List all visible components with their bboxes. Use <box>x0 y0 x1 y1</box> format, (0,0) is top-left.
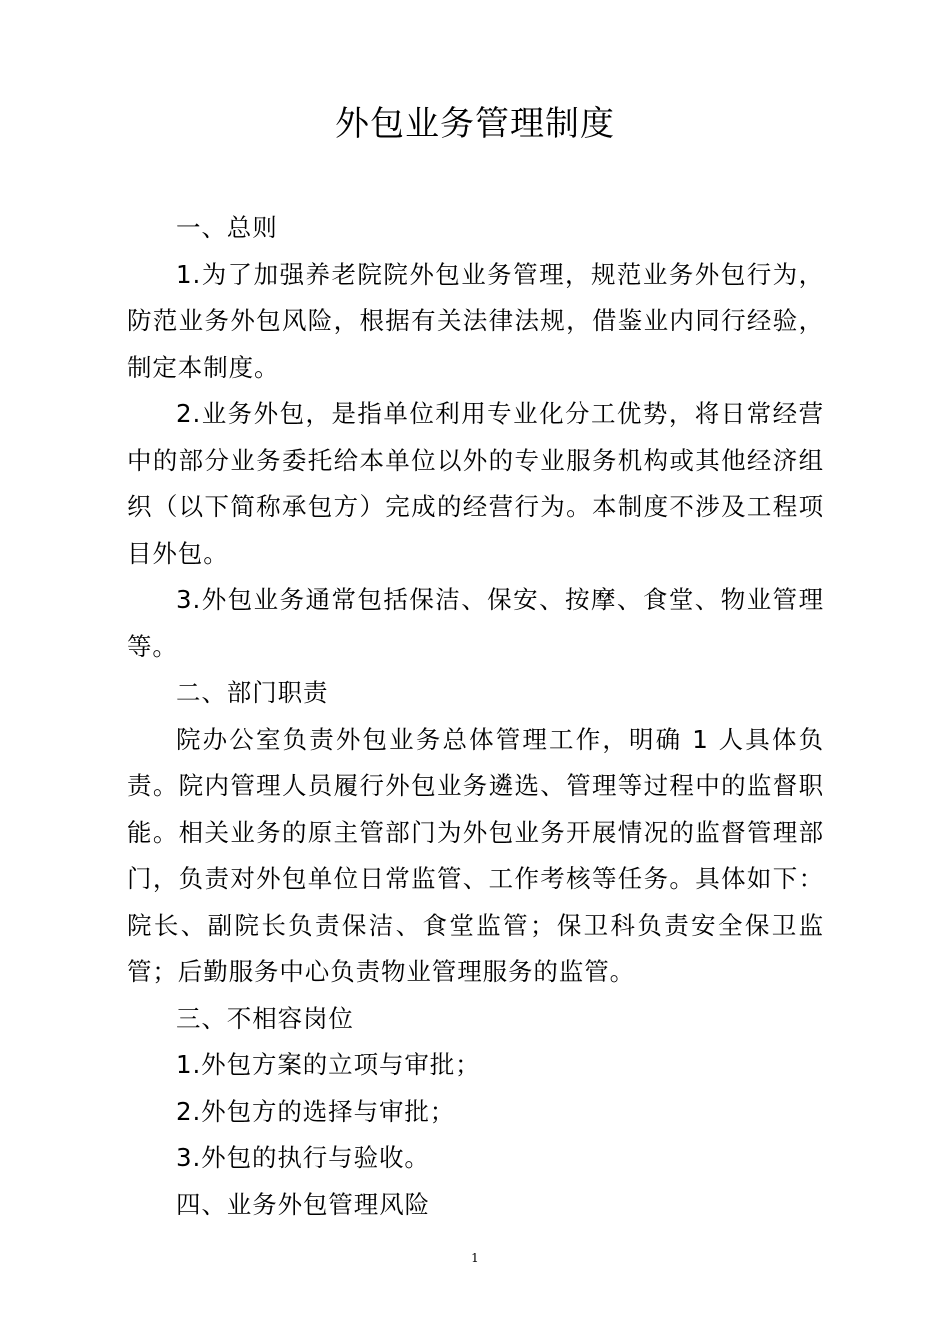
list-item: 3.外包的执行与验收。 <box>176 1143 430 1172</box>
paragraph: 1.为了加强养老院院外包业务管理，规范业务外包行为，防范业务外包风险，根据有关法律法规，借鉴业内同行经验，制定本制度。 <box>127 259 824 382</box>
section-heading: 二、部门职责 <box>176 678 329 707</box>
section-heading: 四、业务外包管理风险 <box>176 1189 430 1219</box>
section-heading: 一、总则 <box>176 213 278 242</box>
section-heading: 三、不相容岗位 <box>176 1003 354 1033</box>
page-number: 1 <box>471 1251 479 1265</box>
paragraph: 3.外包业务通常包括保洁、保安、按摩、食堂、物业管理等。 <box>127 585 824 661</box>
document-body <box>127 205 824 1228</box>
list-item: 1.外包方案的立项与审批； <box>176 1050 481 1079</box>
list-item: 2.外包方的选择与审批； <box>176 1096 456 1126</box>
paragraph: 院办公室负责外包业务总体管理工作，明确 1 人具体负责。院内管理人员履行外包业务遴选、管理等过程中的监督职能。相关业务的原主管部门为外包业务开展情况的监督管理部门，负责对外包单位日常监管、工作考核等任务。具体如下：院长、副院长负责保洁、食堂监管；保卫科负责安全保卫监管；后勤服务中心负责物业管理服务的监管。 <box>127 724 824 986</box>
document-title: 外包业务管理制度 <box>335 104 615 144</box>
paragraph: 2.业务外包，是指单位利用专业化分工优势，将日常经营中的部分业务委托给本单位以外的专业服务机构或其他经济组织（以下简称承包方）完成的经营行为。本制度不涉及工程项目外包。 <box>127 399 824 568</box>
